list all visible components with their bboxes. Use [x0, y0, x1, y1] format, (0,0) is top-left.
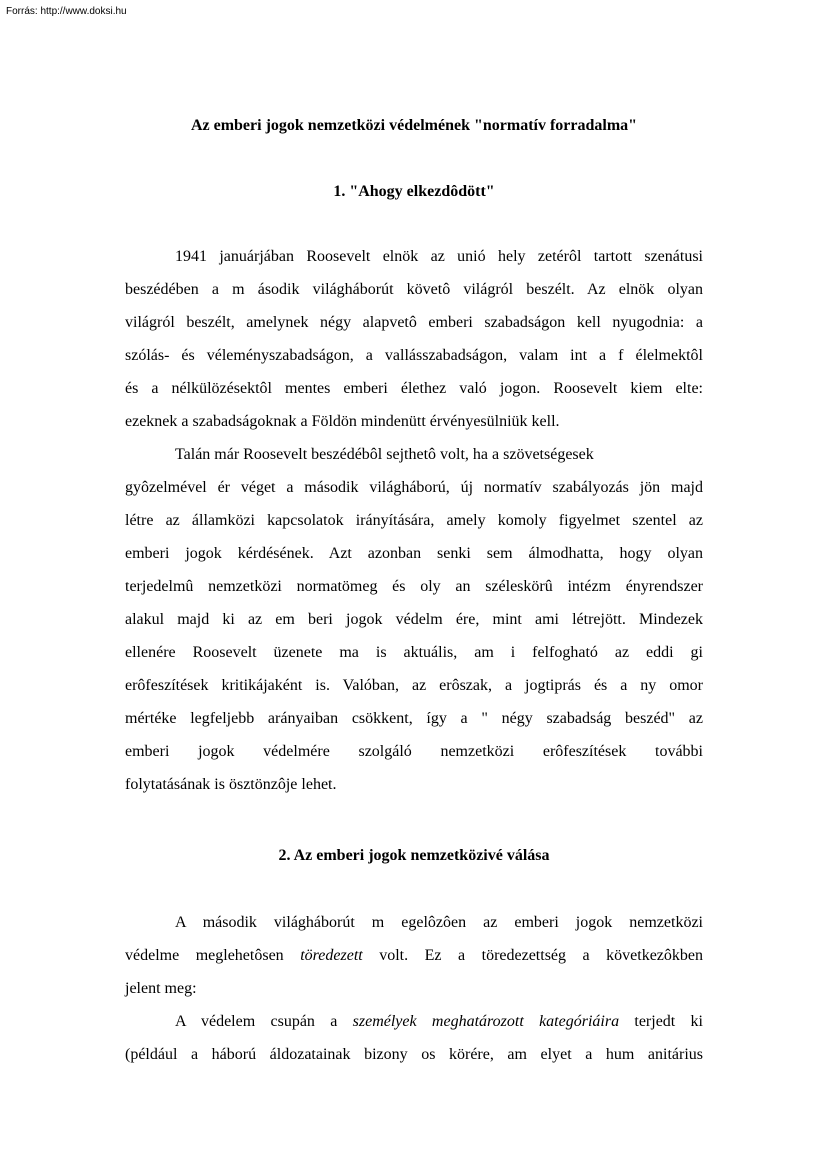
- paragraph-line: gyôzelmével ér véget a második világháború, új normatív szabályozás jön majd: [125, 479, 703, 496]
- emphasis-text: személyek meghatározott kategóriáira: [352, 1013, 620, 1030]
- paragraph-line: ellenére Roosevelt üzenete ma is aktuális, am i felfogható az eddi gi: [125, 644, 703, 661]
- paragraph-line: Talán már Roosevelt beszédébôl sejthetô volt, ha a szövetségesek: [175, 446, 594, 463]
- paragraph-line: ezeknek a szabadságoknak a Földön mindenütt érvényesülniük kell.: [125, 413, 560, 430]
- paragraph-line: alakul majd ki az em beri jogok védelm ére, mint ami létrejött. Mindezek: [125, 611, 703, 628]
- line-text: terjedt ki: [619, 1013, 703, 1030]
- emphasis-text: töredezett: [300, 947, 363, 964]
- line-text: volt. Ez a töredezettség a következôkben: [362, 947, 704, 964]
- paragraph-line: [125, 1012, 703, 1032]
- paragraph-line: létre az államközi kapcsolatok irányítására, amely komoly figyelmet szentel az: [125, 512, 703, 529]
- paragraph-line: jelent meg:: [125, 980, 197, 997]
- paragraph-line: 1941 januárjában Roosevelt elnök az unió hely zetérôl tartott szenátusi: [175, 248, 703, 265]
- paragraph-line: és a nélkülözésektôl mentes emberi élethez való jogon. Roosevelt kiem elte:: [125, 380, 703, 397]
- paragraph-line: beszédében a m ásodik világháborút követô világról beszélt. Az elnök olyan: [125, 281, 703, 298]
- section-2-heading: 2. Az emberi jogok nemzetközivé válása: [278, 847, 550, 864]
- paragraph-line: emberi jogok kérdésének. Azt azonban senki sem álmodhatta, hogy olyan: [125, 545, 703, 562]
- paragraph-line: (például a háború áldozatainak bizony os körére, am elyet a hum anitárius: [125, 1046, 703, 1063]
- section-1-heading: 1. "Ahogy elkezdôdött": [333, 183, 495, 200]
- paragraph-line: A második világháborút m egelôzôen az emberi jogok nemzetközi: [175, 914, 703, 931]
- paragraph-line: terjedelmû nemzetközi normatömeg és oly an széleskörû intézm ényrendszer: [125, 578, 703, 595]
- paragraph-line: szólás- és véleményszabadságon, a vallásszabadságon, valam int a f élelmektôl: [125, 347, 703, 364]
- source-label: Forrás: http://www.doksi.hu: [6, 6, 127, 17]
- paragraph-line: emberi jogok védelmére szolgáló nemzetközi erôfeszítések további: [125, 743, 703, 760]
- line-text: A védelem csupán a: [175, 1013, 353, 1030]
- paragraph-line: mértéke legfeljebb arányaiban csökkent, így a " négy szabadság beszéd" az: [125, 710, 703, 727]
- document-title: Az emberi jogok nemzetközi védelmének "normatív forradalma": [190, 117, 638, 134]
- paragraph-line: folytatásának is ösztönzôje lehet.: [125, 776, 337, 793]
- paragraph-line: [125, 946, 703, 966]
- paragraph-line: világról beszélt, amelynek négy alapvetô emberi szabadságon kell nyugodnia: a: [125, 314, 703, 331]
- line-text: védelme meglehetôsen: [125, 947, 301, 964]
- paragraph-line: erôfeszítések kritikájaként is. Valóban, az erôszak, a jogtiprás és a ny omor: [125, 677, 703, 694]
